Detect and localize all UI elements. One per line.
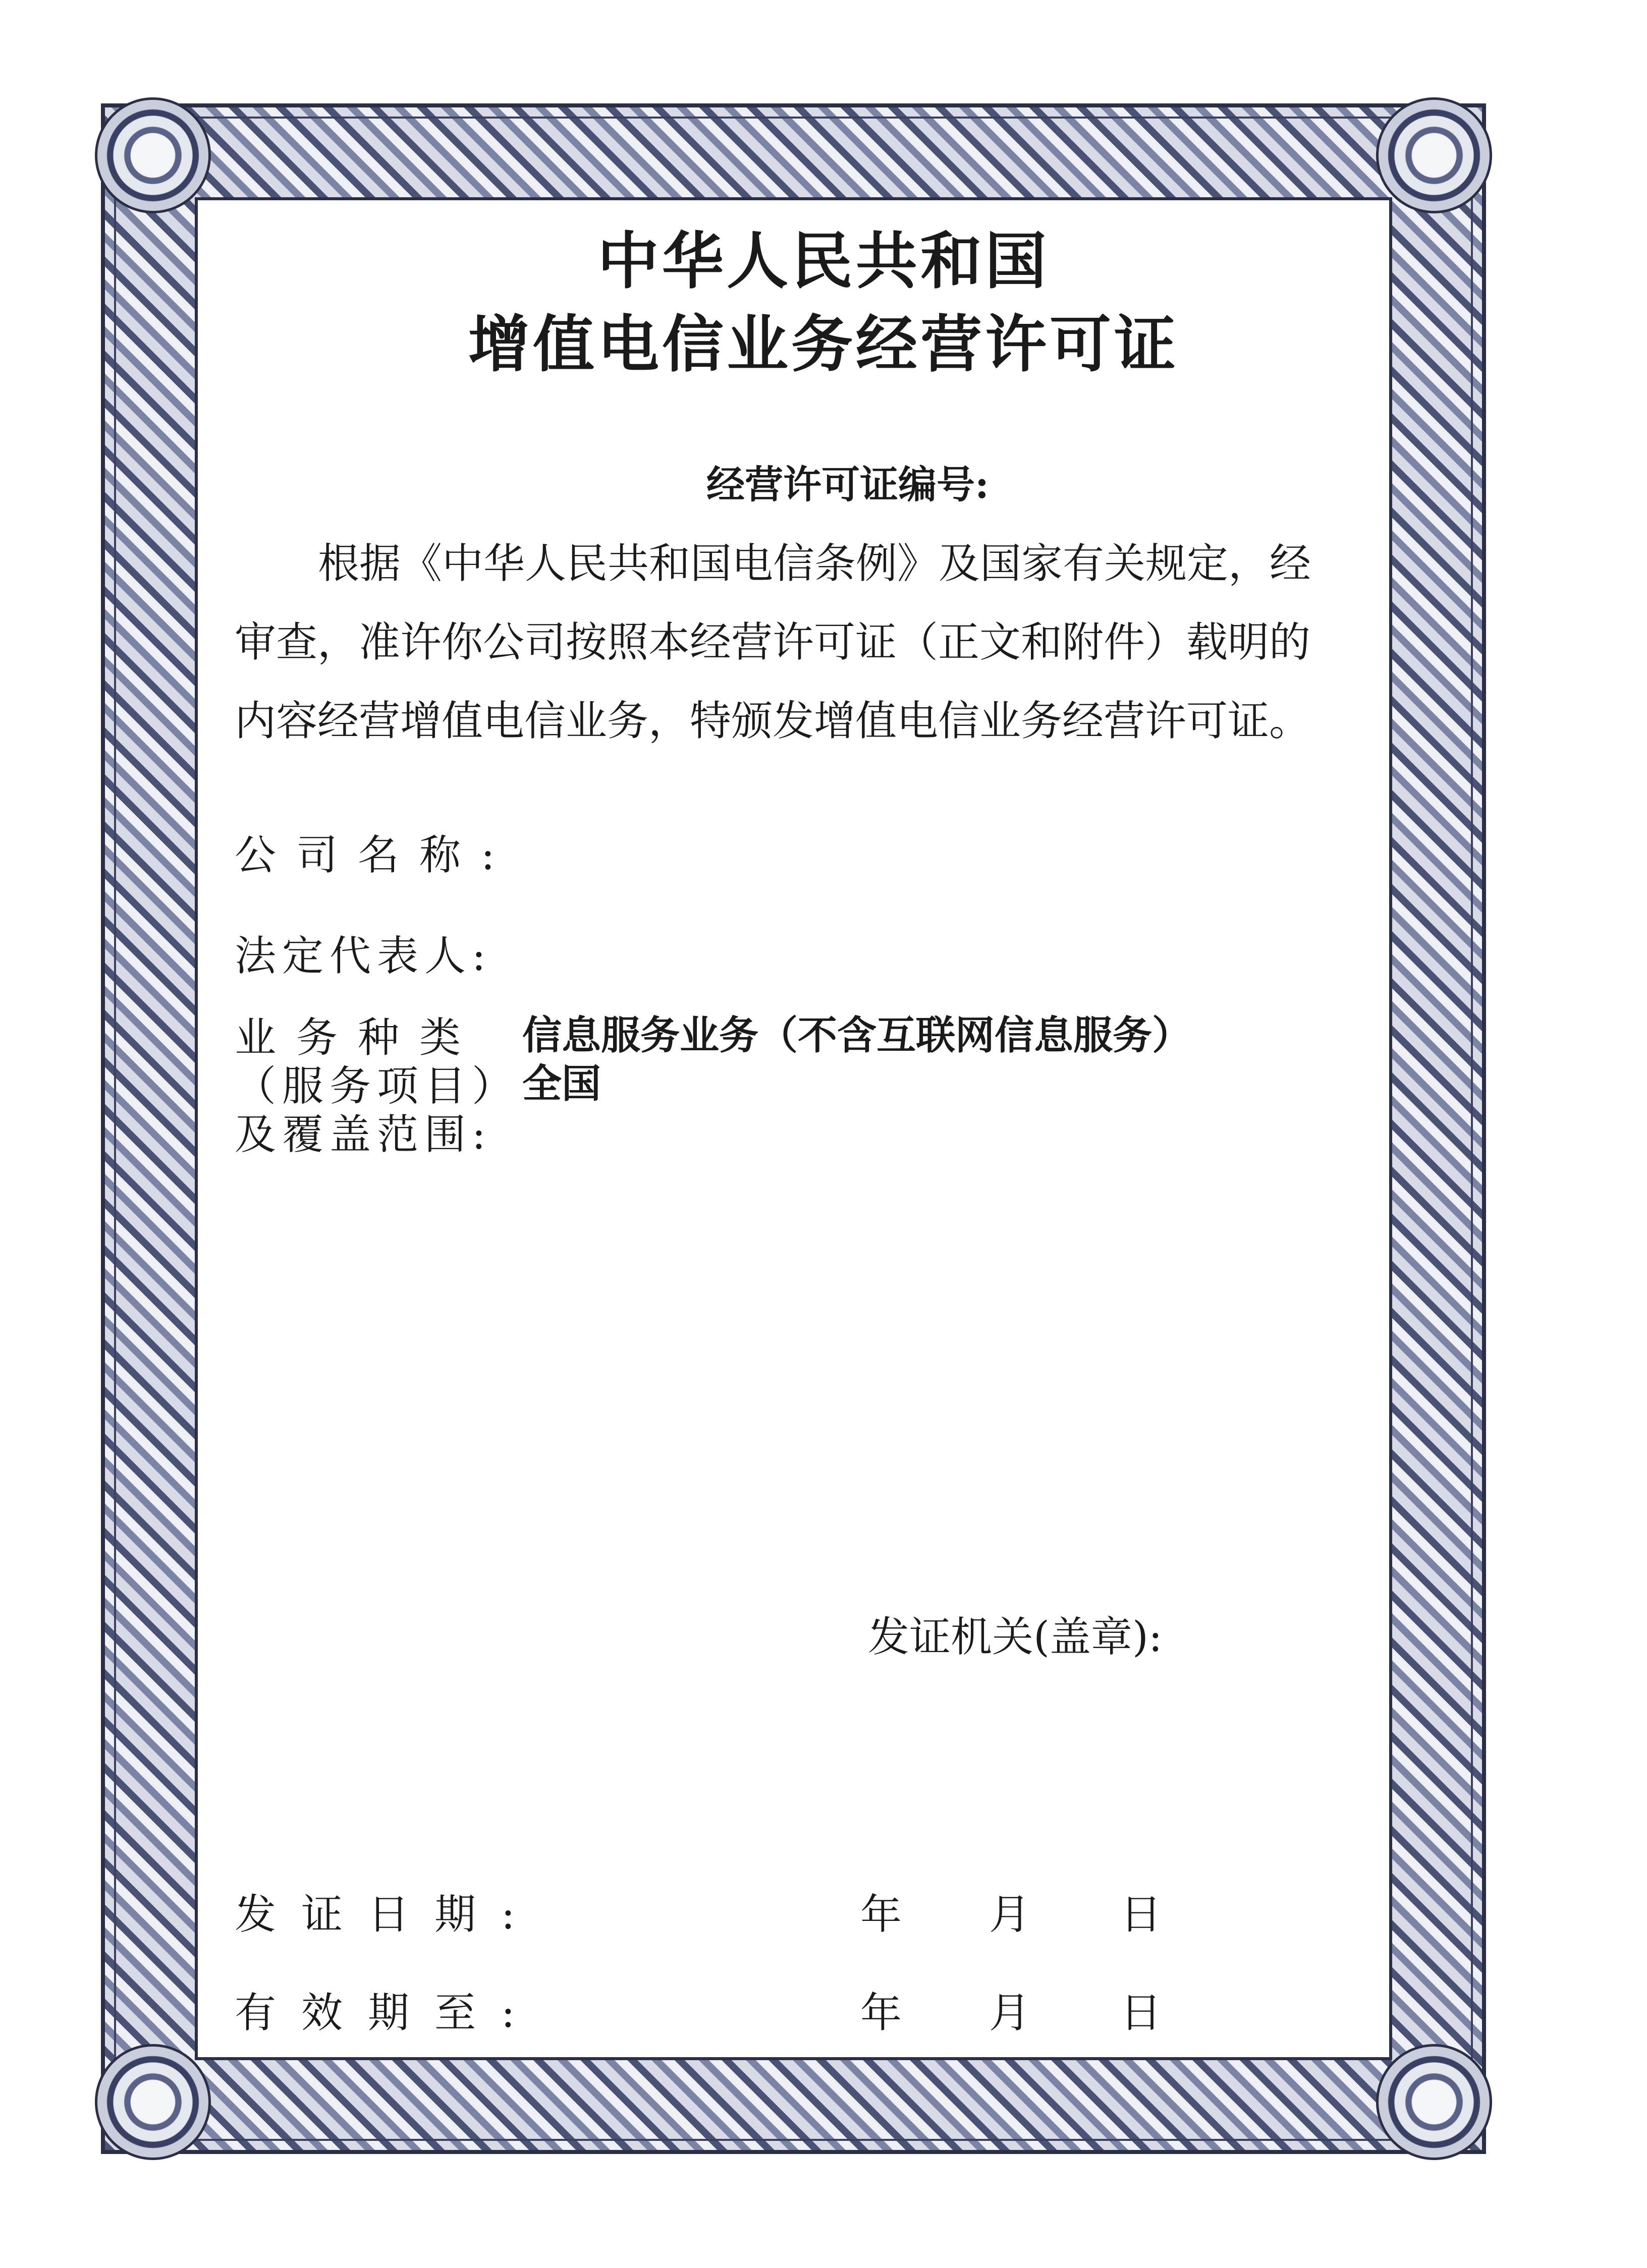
year-label: 年: [860, 1891, 902, 1939]
business-value-service: 信息服务业务（不含互联网信息服务）: [522, 1012, 1192, 1058]
day-label: 日: [1120, 1989, 1162, 2037]
company-name-label: 公司名称:: [235, 831, 515, 879]
valid-until-label: 有效期至:: [235, 1989, 540, 2037]
paragraph-line: 审查，准许你公司按照本经营许可证（正文和附件）载明的: [235, 618, 1311, 666]
title-line-1: 中华人民共和国: [597, 224, 1050, 297]
corner-ornament-icon: [95, 97, 211, 213]
legal-representative-label: 法定代表人:: [235, 932, 492, 980]
month-label: 月: [989, 1989, 1031, 2037]
business-label-line: 业务种类: [235, 1014, 481, 1062]
business-label-line: （服务项目）: [235, 1062, 520, 1110]
corner-ornament-icon: [1376, 97, 1492, 213]
issue-date-label: 发证日期:: [235, 1891, 540, 1939]
issue-date-row: [235, 1882, 1446, 1942]
corner-ornament-icon: [1376, 2044, 1492, 2160]
valid-until-row: [235, 1980, 1446, 2040]
year-label: 年: [860, 1989, 902, 2037]
license-number-label: 经营许可证编号:: [706, 462, 990, 507]
authorization-paragraph: [235, 525, 1360, 761]
paragraph-line: 根据《中华人民共和国电信条例》及国家有关规定，经: [318, 540, 1311, 588]
paragraph-line: 内容经营增值电信业务，特颁发增值电信业务经营许可证。: [235, 697, 1311, 745]
title-line-2: 增值电信业务经营许可证: [468, 308, 1179, 380]
business-type-label: [235, 1014, 519, 1159]
month-label: 月: [989, 1891, 1031, 1939]
business-value-coverage: 全国: [522, 1061, 601, 1107]
issuing-authority-label: 发证机关(盖章):: [868, 1613, 1163, 1661]
business-type-values: [522, 1011, 1191, 1108]
day-label: 日: [1120, 1891, 1162, 1939]
corner-ornament-icon: [95, 2044, 211, 2160]
business-label-line: 及覆盖范围:: [235, 1111, 492, 1159]
